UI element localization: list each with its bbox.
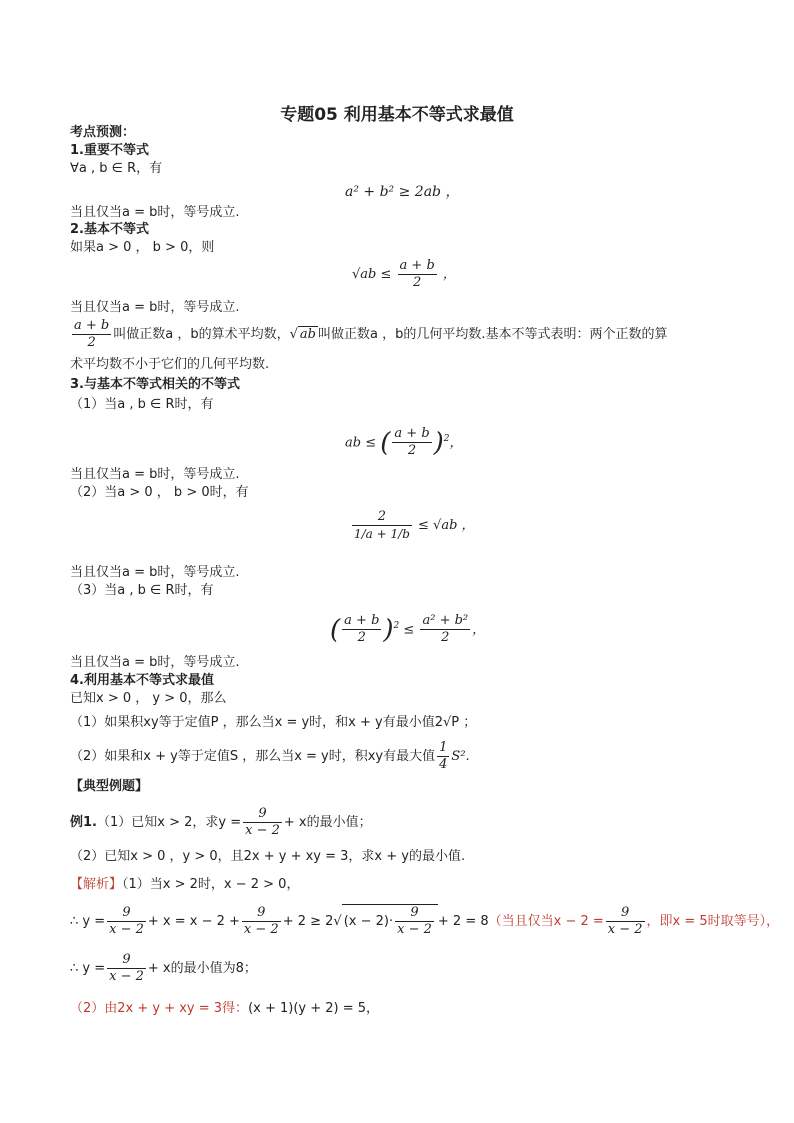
s2-para2: 术平均数不小于它们的几何平均数. xyxy=(70,357,270,372)
s2-para-num: a + b xyxy=(74,318,110,333)
s3-c2-eq: 当且仅当a = b时，等号成立. xyxy=(70,565,240,580)
ex1-line2-fraction2 xyxy=(242,905,281,938)
s3-c1-lhs: ab ≤ xyxy=(345,435,377,451)
ex1-q1-b: + x的最小值； xyxy=(283,815,372,830)
s3-c2-rhs: ≤ √ab ， xyxy=(418,518,475,533)
s2-formula xyxy=(352,258,456,292)
s1-formula: a² + b² ≥ 2ab ， xyxy=(345,184,460,200)
ex1-line3-den: x − 2 xyxy=(109,969,144,984)
ex1-line4-b: (x + 1)(y + 2) = 5， xyxy=(248,1001,380,1016)
ex1-line2-den3: x − 2 xyxy=(397,922,432,937)
ex1-line3-fraction xyxy=(107,952,146,985)
ex1-line2-fraction1 xyxy=(107,905,146,938)
s3-c3-den: 2 xyxy=(357,630,366,646)
s3-heading: 3.与基本不等式相关的不等式 xyxy=(70,377,240,392)
ex1-line2-den1: x − 2 xyxy=(109,922,144,937)
s3-c3-rhs-fraction xyxy=(420,613,470,646)
s3-c3-mid: ≤ xyxy=(403,622,415,638)
s2-den: 2 xyxy=(413,275,422,290)
s3-c1-formula xyxy=(345,420,463,462)
s2-para-fraction xyxy=(72,318,111,351)
s2-num: a + b xyxy=(399,258,435,273)
s2-para1: $\frac{a + b}{2}$ 叫做正数a ，b的算术平均数，√ ab 叫做正数a ，b的几何平均数.基本不等式表明：两个正数的算 xyxy=(74,318,668,350)
ex1-sol1-text: （1）当x > 2时，x − 2 > 0， xyxy=(122,877,300,892)
s3-c3-rparen: ) xyxy=(383,614,394,645)
ex1-line2-den2: x − 2 xyxy=(243,922,279,937)
section-label: 考点预测： xyxy=(70,125,136,140)
s3-c3-rhs-den: 2 xyxy=(441,630,450,646)
s1-eq: 当且仅当a = b时，等号成立. xyxy=(70,205,240,220)
s3-c2-bottom: 1/a + 1/b xyxy=(354,527,410,541)
s3-c3-fraction xyxy=(342,613,381,646)
ex1-line4-red: （2）由2x + y + xy = 3得： xyxy=(70,1001,249,1016)
s2-para1-text-a: 叫做正数a ，b的算术平均数， xyxy=(113,327,290,342)
ex1-line2-red-b: ，即x = 5时取等号）， xyxy=(646,914,780,929)
s2-pre: 如果a > 0 ， b > 0，则 xyxy=(70,240,215,255)
ex1-line2-den4: x − 2 xyxy=(607,922,643,937)
s3-c2-pre: （2）当a > 0 ， b > 0时，有 xyxy=(70,485,249,500)
s2-para-den: 2 xyxy=(87,335,96,350)
s4-item2-den: 4 xyxy=(439,757,448,772)
s2-heading: 2.基本不等式 xyxy=(70,222,149,237)
s3-c2-fraction xyxy=(352,509,412,542)
ex1-line2-red-a: （当且仅当x − 2 = xyxy=(488,914,604,929)
ex1-line2-sqrt-text: (x − 2)· xyxy=(343,914,394,929)
ex1-label: 例1. xyxy=(70,815,97,830)
s3-c1-eq: 当且仅当a = b时，等号成立. xyxy=(70,467,240,482)
ex1-line2-fraction3 xyxy=(395,905,434,938)
s1-pre: ∀a , b ∈ R，有 xyxy=(70,161,163,176)
s3-c3-num: a + b xyxy=(344,613,380,629)
s4-item2 xyxy=(70,740,470,774)
s3-c3-pre: （3）当a , b ∈ R时，有 xyxy=(70,583,214,598)
s3-c1-lparen: ( xyxy=(380,427,391,458)
ex1-line3-b: + x的最小值为8； xyxy=(147,961,257,976)
ex1-line3-a: ∴ y = xyxy=(70,961,106,976)
ex1-q1-a: （1）已知x > 2，求y = xyxy=(96,815,242,830)
ex1-line2-a: ∴ y = xyxy=(70,914,106,929)
ex1-line3 xyxy=(70,952,257,986)
ex1-sol1 xyxy=(70,876,299,894)
ex1-q2: （2）已知x > 0 ，y > 0，且2x + y + xy = 3，求x + y的最小值. xyxy=(70,849,466,864)
s3-c3-sup: 2 xyxy=(393,621,400,631)
s4-item2-fraction xyxy=(437,740,449,773)
s3-c1-pre: （1）当a , b ∈ R时，有 xyxy=(70,397,214,412)
s4-item2-b: S². xyxy=(451,749,470,764)
s2-para1-sqrt: ab xyxy=(299,327,316,342)
s3-c1-num: a + b xyxy=(394,426,430,442)
s3-c3-lparen: ( xyxy=(330,614,341,645)
s4-item2-a: （2）如果和x + y等于定值S ，那么当x = y时，积xy有最大值 xyxy=(70,749,436,764)
s3-c2-formula xyxy=(350,502,475,550)
s4-item1: （1）如果积xy等于定值P ，那么当x = y时，和x + y有最小值2√P ； xyxy=(70,715,477,730)
s3-c3-rhs-num: a² + b² xyxy=(422,613,469,629)
s4-pre: 已知x > 0 ， y > 0，那么 xyxy=(70,691,227,706)
ex1-line2-fraction4 xyxy=(606,905,645,938)
ex1-line2-b: + x = x − 2 + xyxy=(147,914,240,929)
ex1-line2-c: + 2 ≥ 2 xyxy=(282,914,334,929)
ex1-q1-den: x − 2 xyxy=(245,823,280,838)
ex1-line2-num3: 9 xyxy=(395,905,434,922)
examples-label: 【典型例题】 xyxy=(70,779,149,794)
solution-tag: 【解析】 xyxy=(70,877,123,892)
s3-c3-formula xyxy=(330,606,485,650)
s2-para1-text-b: 叫做正数a ，b的几何平均数.基本不等式表明：两个正数的算 xyxy=(317,327,668,342)
s1-heading: 1.重要不等式 xyxy=(70,143,149,158)
s3-c2-top: 2 xyxy=(352,509,412,526)
s2-eq: 当且仅当a = b时，等号成立. xyxy=(70,300,240,315)
ex1-line2-num4: 9 xyxy=(606,905,645,922)
s3-c3-eq: 当且仅当a = b时，等号成立. xyxy=(70,655,240,670)
s2-formula-lhs: √ab ≤ xyxy=(352,267,392,282)
page-title: 专题05 利用基本不等式求最值 xyxy=(280,105,514,125)
ex1-line2-d: + 2 = 8 xyxy=(437,914,489,929)
ex1-line4 xyxy=(70,1000,379,1018)
ex1-q1-fraction xyxy=(243,806,282,839)
s4-item2-num: 1 xyxy=(439,740,448,755)
ex1-line2-sqrt xyxy=(342,904,438,938)
ex1-q1 xyxy=(70,806,372,840)
ex1-line2: ∴ y = $\frac{9}{x - 2}$ + x = x − 2 + $\frac{9}{x - 2}$ + 2 ≥ 2√ (x − 2)· $\frac{9}{x - 2}$ + 2 = 8（当且仅当x − 2 = $\frac{9}{x - 2}$ ，即x = 5时取等号）， xyxy=(70,905,780,937)
ex1-q1-num: 9 xyxy=(243,806,282,823)
ex1-line2-num2: 9 xyxy=(242,905,281,922)
s3-c1-rparen: ) xyxy=(433,427,444,458)
s4-heading: 4.利用基本不等式求最值 xyxy=(70,673,214,688)
ex1-line3-num: 9 xyxy=(107,952,146,969)
ex1-line2-num1: 9 xyxy=(107,905,146,922)
s3-c1-fraction xyxy=(392,426,431,459)
s2-fraction xyxy=(398,258,437,291)
s3-c3-tail: ， xyxy=(472,622,486,638)
s2-tail: ， xyxy=(442,267,456,282)
s3-c1-den: 2 xyxy=(407,443,417,459)
s3-c1-sup: 2 xyxy=(443,434,450,444)
s3-c1-tail: ， xyxy=(449,435,463,451)
